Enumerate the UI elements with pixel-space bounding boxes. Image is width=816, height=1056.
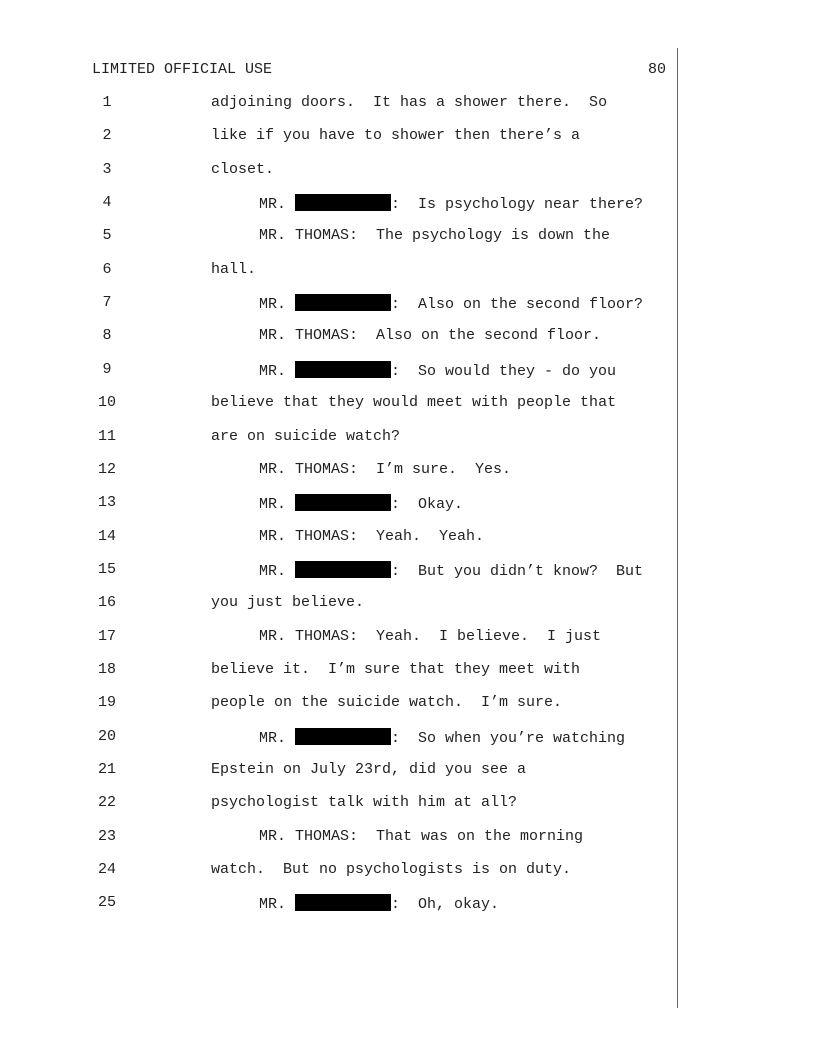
- line-number: 12: [97, 460, 116, 478]
- spoken-text: : Oh, okay.: [391, 896, 500, 914]
- redaction-box: [295, 361, 391, 378]
- transcript-line: [0, 428, 816, 448]
- transcript-line: [0, 828, 816, 848]
- line-text: MR. THOMAS: That was on the morning: [259, 827, 584, 845]
- line-number: 22: [97, 794, 116, 812]
- spoken-text: : So when you’re watching: [391, 729, 626, 747]
- transcript-line: [0, 561, 816, 581]
- line-text: Epstein on July 23rd, did you see a: [211, 761, 527, 778]
- line-number: 15: [97, 560, 116, 578]
- line-text: [259, 294, 643, 313]
- spoken-text: : Also on the second floor?: [391, 296, 644, 314]
- speaker-prefix: MR.: [259, 896, 296, 914]
- line-text: watch. But no psychologists is on duty.: [211, 861, 572, 879]
- line-number: 6: [102, 260, 112, 278]
- line-text: people on the suicide watch. I’m sure.: [211, 694, 563, 712]
- spoken-text: : But you didn’t know? But: [391, 562, 644, 580]
- line-text: [259, 894, 499, 913]
- transcript-line: [0, 861, 816, 881]
- line-number: 2: [102, 127, 112, 145]
- transcript-line: [0, 127, 816, 147]
- line-text: adjoining doors. It has a shower there. So: [211, 94, 608, 111]
- spoken-text: : So would they - do you: [391, 362, 617, 380]
- line-number: 21: [97, 761, 116, 778]
- line-text: [259, 361, 616, 380]
- line-number: 17: [97, 627, 116, 645]
- line-text: MR. THOMAS: I’m sure. Yes.: [259, 460, 512, 478]
- speaker-prefix: MR.: [259, 362, 296, 380]
- transcript-line: [0, 194, 816, 214]
- line-text: believe it. I’m sure that they meet with: [211, 660, 581, 678]
- line-number: 13: [97, 494, 116, 512]
- line-number: 1: [102, 94, 112, 111]
- transcript-line: [0, 761, 816, 781]
- spoken-text: : Is psychology near there?: [391, 196, 644, 214]
- transcript-line: [0, 494, 816, 514]
- line-text: [259, 561, 643, 580]
- redaction-box: [295, 194, 391, 211]
- line-text: like if you have to shower then there’s a: [211, 127, 581, 145]
- line-text: [259, 728, 625, 747]
- transcript-line: [0, 794, 816, 814]
- transcript-line: [0, 294, 816, 314]
- line-number: 23: [97, 827, 116, 845]
- transcript-line: [0, 161, 816, 181]
- line-number: 10: [97, 394, 116, 412]
- line-text: hall.: [211, 260, 257, 278]
- transcript-line: [0, 227, 816, 247]
- transcript-line: [0, 661, 816, 681]
- transcript-line: [0, 361, 816, 381]
- line-number: 24: [97, 861, 116, 879]
- redaction-box: [295, 561, 391, 578]
- transcript-line: [0, 694, 816, 714]
- transcript-line: [0, 628, 816, 648]
- line-number: 14: [97, 527, 116, 545]
- line-text: [259, 194, 643, 213]
- line-number: 8: [102, 327, 112, 345]
- line-number: 4: [102, 194, 112, 212]
- transcript-line: [0, 461, 816, 481]
- line-text: [259, 494, 463, 513]
- line-text: are on suicide watch?: [211, 427, 401, 445]
- speaker-prefix: MR.: [259, 296, 296, 314]
- line-text: psychologist talk with him at all?: [211, 794, 518, 812]
- redaction-box: [295, 728, 391, 745]
- redaction-box: [295, 294, 391, 311]
- line-number: 16: [97, 594, 116, 612]
- line-number: 9: [102, 360, 112, 378]
- line-number: 11: [97, 427, 116, 445]
- redaction-box: [295, 894, 391, 911]
- line-number: 19: [97, 694, 116, 712]
- page-number: 80: [648, 61, 667, 78]
- transcript-line: [0, 894, 816, 914]
- speaker-prefix: MR.: [259, 496, 296, 514]
- redaction-box: [295, 494, 391, 511]
- line-text: MR. THOMAS: Yeah. Yeah.: [259, 527, 485, 545]
- transcript-line: [0, 261, 816, 281]
- line-number: 7: [102, 294, 112, 312]
- transcript-line: [0, 394, 816, 414]
- speaker-prefix: MR.: [259, 729, 296, 747]
- transcript-line: [0, 327, 816, 347]
- line-number: 20: [97, 727, 116, 745]
- line-number: 5: [102, 227, 112, 245]
- line-number: 3: [102, 160, 112, 178]
- line-number: 25: [97, 894, 116, 912]
- line-text: closet.: [211, 160, 275, 178]
- line-text: MR. THOMAS: Also on the second floor.: [259, 327, 602, 345]
- speaker-prefix: MR.: [259, 196, 296, 214]
- line-text: MR. THOMAS: The psychology is down the: [259, 227, 611, 245]
- line-number: 18: [97, 660, 116, 678]
- transcript-line: [0, 728, 816, 748]
- line-text: believe that they would meet with people that: [211, 394, 617, 412]
- transcript-line: [0, 528, 816, 548]
- transcript-line: [0, 94, 816, 114]
- transcript-line: [0, 594, 816, 614]
- line-text: MR. THOMAS: Yeah. I believe. I just: [259, 627, 602, 645]
- classification-header: LIMITED OFFICIAL USE: [92, 61, 273, 78]
- line-text: you just believe.: [211, 594, 365, 612]
- spoken-text: : Okay.: [391, 496, 464, 514]
- speaker-prefix: MR.: [259, 562, 296, 580]
